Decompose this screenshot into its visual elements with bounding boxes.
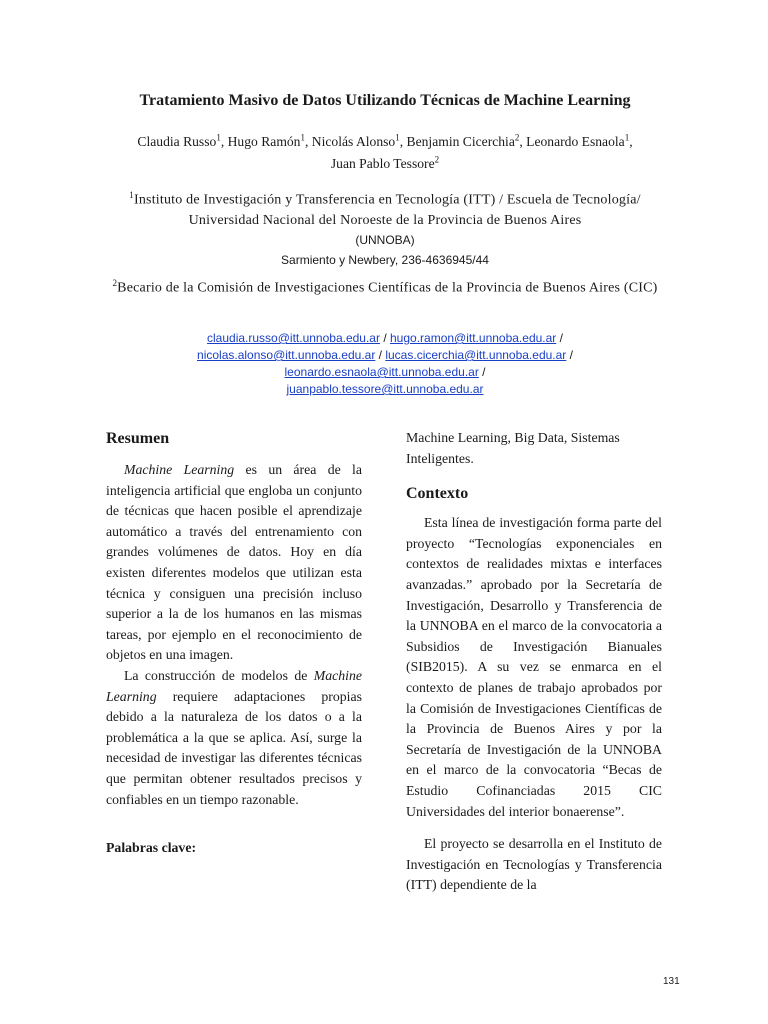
author: Leonardo Esnaola$^1$, <box>526 132 633 149</box>
paper-title: Tratamiento Masivo de Datos Utilizando Técnicas de Machine Learning <box>139 92 631 109</box>
affiliation-2-text: Becario de la Comisión de Investigaciones Científicas de la Provincia de Buenos Aires (CIC) <box>117 280 658 296</box>
right-column <box>406 428 662 896</box>
email-link[interactable]: leonardo.esnaola@itt.unnoba.edu.ar <box>284 365 479 379</box>
affiliation-1-acronym: (UNNOBA) <box>355 232 415 247</box>
affiliation-1-text: Instituto de Investigación y Transferencia en Tecnología (ITT) / Escuela de Tecnología/ Universidad Nacional del Noroeste de la Provincia de Buenos Aires <box>133 192 641 228</box>
email-link[interactable]: juanpablo.tessore@itt.unnoba.edu.ar <box>286 382 484 396</box>
author: Nicolás Alonso$^1$, <box>311 132 407 149</box>
keywords-label: Palabras clave: <box>106 840 197 856</box>
resumen-paragraph-2: La construcción de modelos de Machine Learning requiere adaptaciones propias debido a la naturaleza de los datos o a la problemática a la que se aplica. Así, surge la necesidad de investigar las diferentes técnicas que permitan obtener resultados precisos y confiables en un tiempo razonable. <box>106 667 362 807</box>
email-link[interactable]: lucas.cicerchia@itt.unnoba.edu.ar <box>385 348 567 362</box>
resumen-heading: Resumen <box>106 430 170 447</box>
contexto-paragraph-1: Esta línea de investigación forma parte del proyecto “Tecnologías exponenciales en contextos de realidades mixtas e interfaces avanzadas.” aprobado por la Secretaría de Investigación, Desarrollo y Transferencia de la UNNOBA en el marco de la convocatoria a Subsidios de Investigación Bianuales (SIB2015). A su vez se enmarca en el contexto de planes de trabajo aprobados por la Comisión de Investigaciones Científicas de la Provincia de Buenos Aires y por la Secretaría de Investigación de la UNNOBA en el marco de la convocatoria “Becas de Estudio Cofinanciadas 2015 CIC Universidades del interior bonaerense”. <box>406 515 662 819</box>
contexto-paragraph-2: El proyecto se desarrolla en el Instituto de Investigación en Tecnologías y Transferencia (ITT) dependiente de la <box>406 836 662 893</box>
author: Claudia Russo$^1$, <box>137 132 228 149</box>
email-list: claudia.russo@itt.unnoba.edu.ar / hugo.ramon@itt.unnoba.edu.ar / nicolas.alonso@itt.unnoba.edu.ar / lucas.cicerchia@itt.unnoba.edu.ar / leonardo.esnaola@itt.unnoba.edu.ar / juanpablo.tessore@itt.unnoba.edu.ar <box>197 331 573 396</box>
affiliation-1: $^1$Instituto de Investigación y Transferencia en Tecnología (ITT) / Escuela de Tecnología/ Universidad Nacional del Noroeste de la Provincia de Buenos Aires (UNNOBA) Sarmiento y Newbery, 236-4636945/44 <box>129 190 641 267</box>
keywords-text: Machine Learning, Big Data, Sistemas Inteligentes. <box>406 430 620 466</box>
left-column <box>106 428 362 859</box>
resumen-paragraph-1: Machine Learning es un área de la inteligencia artificial que engloba un conjunto de técnicas que hacen posible el aprendizaje automático a través del entrenamiento con grandes volúmenes de datos. Hoy en día existen diferentes modelos que utilizan esta técnica y consiguen una precisión incluso superior a la de los humanos en las mismas tareas, por ejemplo en el reconocimiento de objetos en una imagen. <box>106 462 363 663</box>
affiliation-1-address: Sarmiento y Newbery, 236-4636945/44 <box>281 252 489 267</box>
page-number: 131 <box>663 976 680 987</box>
email-link[interactable]: hugo.ramon@itt.unnoba.edu.ar <box>390 331 557 345</box>
author: Hugo Ramón$^1$, <box>227 132 312 149</box>
affiliation-2: $^2$Becario de la Comisión de Investigaciones Científicas de la Provincia de Buenos Aires (CIC) <box>112 278 658 296</box>
contexto-heading: Contexto <box>406 485 469 503</box>
email-link[interactable]: claudia.russo@itt.unnoba.edu.ar <box>207 331 380 345</box>
email-link[interactable]: nicolas.alonso@itt.unnoba.edu.ar <box>197 348 376 362</box>
author: Benjamin Cicerchia$^2$, <box>406 132 527 149</box>
author-list <box>80 128 690 173</box>
author: Juan Pablo Tessore$^2$ <box>330 154 440 172</box>
